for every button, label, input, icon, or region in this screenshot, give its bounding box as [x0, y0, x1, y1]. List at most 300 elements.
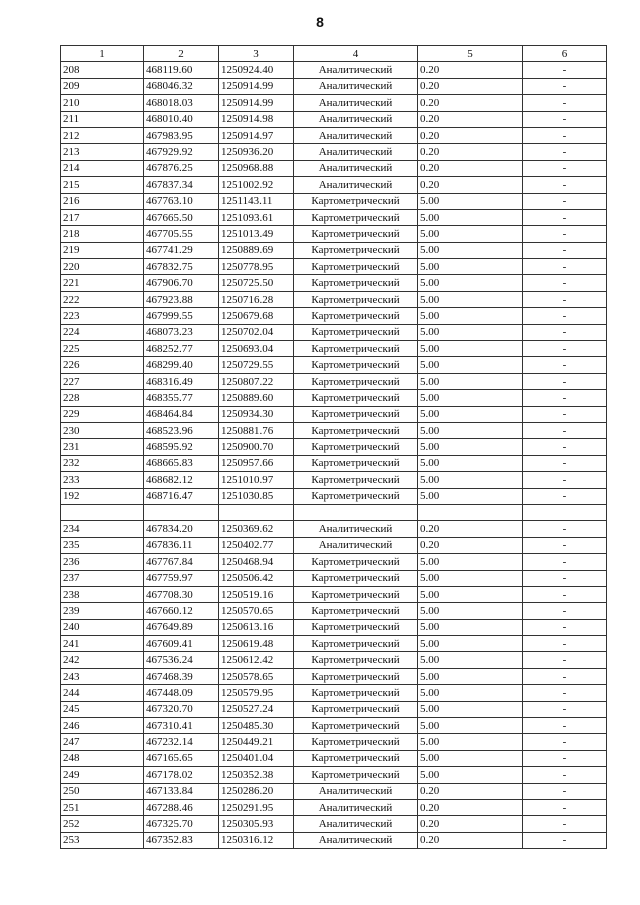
- determination-method-cell: Картометрический: [294, 275, 418, 291]
- point-number-cell: 244: [61, 685, 144, 701]
- y-coordinate-cell: 1251013.49: [219, 226, 294, 242]
- determination-method-cell: Картометрический: [294, 291, 418, 307]
- x-coordinate-cell: 468316.49: [144, 373, 219, 389]
- point-number-cell: 216: [61, 193, 144, 209]
- determination-method-cell: Картометрический: [294, 209, 418, 225]
- table-row: [61, 832, 607, 848]
- y-coordinate-cell: 1250286.20: [219, 783, 294, 799]
- table-row: [61, 488, 607, 504]
- note-cell: -: [523, 373, 607, 389]
- determination-method-cell: [294, 504, 418, 520]
- column-header: 6: [523, 46, 607, 62]
- note-cell: -: [523, 291, 607, 307]
- determination-method-cell: Картометрический: [294, 636, 418, 652]
- accuracy-cell: 5.00: [418, 242, 523, 258]
- note-cell: -: [523, 78, 607, 94]
- y-coordinate-cell: 1250506.42: [219, 570, 294, 586]
- determination-method-cell: Картометрический: [294, 734, 418, 750]
- y-coordinate-cell: [219, 504, 294, 520]
- table-row: [61, 570, 607, 586]
- table-body: [61, 62, 607, 849]
- accuracy-cell: 5.00: [418, 390, 523, 406]
- note-cell: [523, 504, 607, 520]
- determination-method-cell: Аналитический: [294, 78, 418, 94]
- note-cell: -: [523, 111, 607, 127]
- determination-method-cell: Аналитический: [294, 111, 418, 127]
- determination-method-cell: Картометрический: [294, 603, 418, 619]
- y-coordinate-cell: 1250352.38: [219, 767, 294, 783]
- x-coordinate-cell: 467929.92: [144, 144, 219, 160]
- table-row: [61, 390, 607, 406]
- determination-method-cell: Аналитический: [294, 537, 418, 553]
- y-coordinate-cell: 1251093.61: [219, 209, 294, 225]
- point-number-cell: 222: [61, 291, 144, 307]
- point-number-cell: 220: [61, 259, 144, 275]
- determination-method-cell: Аналитический: [294, 95, 418, 111]
- x-coordinate-cell: 467763.10: [144, 193, 219, 209]
- point-number-cell: 235: [61, 537, 144, 553]
- table-row: [61, 62, 607, 78]
- determination-method-cell: Картометрический: [294, 373, 418, 389]
- accuracy-cell: 5.00: [418, 767, 523, 783]
- table-row: [61, 816, 607, 832]
- y-coordinate-cell: 1250914.98: [219, 111, 294, 127]
- determination-method-cell: Картометрический: [294, 570, 418, 586]
- note-cell: -: [523, 242, 607, 258]
- accuracy-cell: 0.20: [418, 783, 523, 799]
- determination-method-cell: Картометрический: [294, 668, 418, 684]
- note-cell: -: [523, 816, 607, 832]
- table-row: [61, 783, 607, 799]
- column-header: 5: [418, 46, 523, 62]
- x-coordinate-cell: 467837.34: [144, 177, 219, 193]
- column-header: 1: [61, 46, 144, 62]
- x-coordinate-cell: 467923.88: [144, 291, 219, 307]
- note-cell: -: [523, 750, 607, 766]
- accuracy-cell: 0.20: [418, 816, 523, 832]
- table-header-row: [61, 46, 607, 62]
- determination-method-cell: Аналитический: [294, 160, 418, 176]
- table-row: [61, 767, 607, 783]
- point-number-cell: 245: [61, 701, 144, 717]
- point-number-cell: 228: [61, 390, 144, 406]
- table-row: [61, 357, 607, 373]
- point-number-cell: 234: [61, 521, 144, 537]
- y-coordinate-cell: 1250889.69: [219, 242, 294, 258]
- y-coordinate-cell: 1250914.99: [219, 95, 294, 111]
- table-row: [61, 226, 607, 242]
- page-number: 8: [316, 14, 324, 30]
- x-coordinate-cell: 468716.47: [144, 488, 219, 504]
- note-cell: -: [523, 341, 607, 357]
- y-coordinate-cell: 1250449.21: [219, 734, 294, 750]
- x-coordinate-cell: 467836.11: [144, 537, 219, 553]
- point-number-cell: 237: [61, 570, 144, 586]
- x-coordinate-cell: 467665.50: [144, 209, 219, 225]
- note-cell: -: [523, 537, 607, 553]
- table-row: [61, 472, 607, 488]
- point-number-cell: 252: [61, 816, 144, 832]
- note-cell: -: [523, 455, 607, 471]
- accuracy-cell: 5.00: [418, 734, 523, 750]
- y-coordinate-cell: 1250957.66: [219, 455, 294, 471]
- y-coordinate-cell: 1250369.62: [219, 521, 294, 537]
- table-row: [61, 652, 607, 668]
- x-coordinate-cell: 467741.29: [144, 242, 219, 258]
- table-row: [61, 291, 607, 307]
- y-coordinate-cell: 1250936.20: [219, 144, 294, 160]
- table-row: [61, 127, 607, 143]
- x-coordinate-cell: [144, 504, 219, 520]
- y-coordinate-cell: 1251143.11: [219, 193, 294, 209]
- x-coordinate-cell: 468595.92: [144, 439, 219, 455]
- table-row: [61, 341, 607, 357]
- table-row: [61, 111, 607, 127]
- accuracy-cell: 5.00: [418, 750, 523, 766]
- x-coordinate-cell: 468464.84: [144, 406, 219, 422]
- y-coordinate-cell: 1250401.04: [219, 750, 294, 766]
- determination-method-cell: Аналитический: [294, 783, 418, 799]
- determination-method-cell: Картометрический: [294, 701, 418, 717]
- point-number-cell: 224: [61, 324, 144, 340]
- x-coordinate-cell: 467767.84: [144, 554, 219, 570]
- determination-method-cell: Аналитический: [294, 832, 418, 848]
- x-coordinate-cell: 468523.96: [144, 422, 219, 438]
- accuracy-cell: 5.00: [418, 570, 523, 586]
- determination-method-cell: Картометрический: [294, 324, 418, 340]
- x-coordinate-cell: 468252.77: [144, 341, 219, 357]
- determination-method-cell: Картометрический: [294, 242, 418, 258]
- x-coordinate-cell: 467983.95: [144, 127, 219, 143]
- x-coordinate-cell: 468010.40: [144, 111, 219, 127]
- accuracy-cell: 0.20: [418, 177, 523, 193]
- note-cell: -: [523, 685, 607, 701]
- y-coordinate-cell: 1251030.85: [219, 488, 294, 504]
- note-cell: -: [523, 160, 607, 176]
- y-coordinate-cell: 1250402.77: [219, 537, 294, 553]
- determination-method-cell: Аналитический: [294, 62, 418, 78]
- accuracy-cell: 5.00: [418, 455, 523, 471]
- coordinates-table: [60, 45, 607, 849]
- x-coordinate-cell: 468665.83: [144, 455, 219, 471]
- x-coordinate-cell: 467448.09: [144, 685, 219, 701]
- column-header: 2: [144, 46, 219, 62]
- note-cell: -: [523, 586, 607, 602]
- y-coordinate-cell: 1250914.99: [219, 78, 294, 94]
- x-coordinate-cell: 467832.75: [144, 259, 219, 275]
- table-row: [61, 95, 607, 111]
- point-number-cell: 249: [61, 767, 144, 783]
- table-row: [61, 209, 607, 225]
- determination-method-cell: Картометрический: [294, 193, 418, 209]
- point-number-cell: 232: [61, 455, 144, 471]
- y-coordinate-cell: 1250679.68: [219, 308, 294, 324]
- accuracy-cell: 0.20: [418, 521, 523, 537]
- table-row: [61, 455, 607, 471]
- table-row: [61, 521, 607, 537]
- note-cell: -: [523, 832, 607, 848]
- y-coordinate-cell: 1250519.16: [219, 586, 294, 602]
- point-number-cell: 231: [61, 439, 144, 455]
- determination-method-cell: Картометрический: [294, 308, 418, 324]
- accuracy-cell: 5.00: [418, 439, 523, 455]
- x-coordinate-cell: 467660.12: [144, 603, 219, 619]
- y-coordinate-cell: 1250968.88: [219, 160, 294, 176]
- determination-method-cell: Аналитический: [294, 177, 418, 193]
- note-cell: -: [523, 718, 607, 734]
- y-coordinate-cell: 1250716.28: [219, 291, 294, 307]
- x-coordinate-cell: 467133.84: [144, 783, 219, 799]
- accuracy-cell: 0.20: [418, 832, 523, 848]
- table-row: [61, 275, 607, 291]
- point-number-cell: 248: [61, 750, 144, 766]
- y-coordinate-cell: 1250613.16: [219, 619, 294, 635]
- y-coordinate-cell: 1250807.22: [219, 373, 294, 389]
- accuracy-cell: 0.20: [418, 537, 523, 553]
- determination-method-cell: Аналитический: [294, 144, 418, 160]
- accuracy-cell: 5.00: [418, 685, 523, 701]
- accuracy-cell: 5.00: [418, 193, 523, 209]
- y-coordinate-cell: 1250619.48: [219, 636, 294, 652]
- table-row: [61, 373, 607, 389]
- accuracy-cell: 5.00: [418, 636, 523, 652]
- table-row: [61, 586, 607, 602]
- y-coordinate-cell: 1250316.12: [219, 832, 294, 848]
- y-coordinate-cell: 1250924.40: [219, 62, 294, 78]
- table-row: [61, 177, 607, 193]
- determination-method-cell: Картометрический: [294, 767, 418, 783]
- x-coordinate-cell: 467876.25: [144, 160, 219, 176]
- point-number-cell: 215: [61, 177, 144, 193]
- y-coordinate-cell: 1250934.30: [219, 406, 294, 422]
- note-cell: -: [523, 603, 607, 619]
- note-cell: -: [523, 521, 607, 537]
- point-number-cell: 251: [61, 799, 144, 815]
- point-number-cell: 236: [61, 554, 144, 570]
- accuracy-cell: 5.00: [418, 357, 523, 373]
- x-coordinate-cell: 468046.32: [144, 78, 219, 94]
- point-number-cell: 247: [61, 734, 144, 750]
- y-coordinate-cell: 1250485.30: [219, 718, 294, 734]
- table-row: [61, 554, 607, 570]
- note-cell: -: [523, 177, 607, 193]
- y-coordinate-cell: 1250578.65: [219, 668, 294, 684]
- y-coordinate-cell: 1251002.92: [219, 177, 294, 193]
- accuracy-cell: 0.20: [418, 127, 523, 143]
- note-cell: -: [523, 324, 607, 340]
- x-coordinate-cell: 468018.03: [144, 95, 219, 111]
- point-number-cell: 223: [61, 308, 144, 324]
- point-number-cell: 241: [61, 636, 144, 652]
- table-row: [61, 537, 607, 553]
- point-number-cell: 214: [61, 160, 144, 176]
- x-coordinate-cell: 467759.97: [144, 570, 219, 586]
- x-coordinate-cell: 468355.77: [144, 390, 219, 406]
- table-row: [61, 308, 607, 324]
- accuracy-cell: 5.00: [418, 472, 523, 488]
- note-cell: -: [523, 636, 607, 652]
- table-row: [61, 603, 607, 619]
- note-cell: -: [523, 62, 607, 78]
- note-cell: -: [523, 127, 607, 143]
- x-coordinate-cell: 468073.23: [144, 324, 219, 340]
- y-coordinate-cell: 1250305.93: [219, 816, 294, 832]
- point-number-cell: 240: [61, 619, 144, 635]
- accuracy-cell: 5.00: [418, 422, 523, 438]
- point-number-cell: 242: [61, 652, 144, 668]
- accuracy-cell: 0.20: [418, 62, 523, 78]
- point-number-cell: 229: [61, 406, 144, 422]
- y-coordinate-cell: 1250778.95: [219, 259, 294, 275]
- accuracy-cell: 5.00: [418, 406, 523, 422]
- point-number-cell: [61, 504, 144, 520]
- x-coordinate-cell: 467468.39: [144, 668, 219, 684]
- x-coordinate-cell: 467906.70: [144, 275, 219, 291]
- x-coordinate-cell: 467352.83: [144, 832, 219, 848]
- column-header: 3: [219, 46, 294, 62]
- determination-method-cell: Картометрический: [294, 472, 418, 488]
- point-number-cell: 233: [61, 472, 144, 488]
- note-cell: -: [523, 275, 607, 291]
- note-cell: -: [523, 95, 607, 111]
- point-number-cell: 226: [61, 357, 144, 373]
- x-coordinate-cell: 467232.14: [144, 734, 219, 750]
- determination-method-cell: Картометрический: [294, 586, 418, 602]
- accuracy-cell: 5.00: [418, 209, 523, 225]
- x-coordinate-cell: 467609.41: [144, 636, 219, 652]
- column-header: 4: [294, 46, 418, 62]
- note-cell: -: [523, 799, 607, 815]
- x-coordinate-cell: 467705.55: [144, 226, 219, 242]
- determination-method-cell: Картометрический: [294, 341, 418, 357]
- note-cell: -: [523, 308, 607, 324]
- note-cell: -: [523, 259, 607, 275]
- accuracy-cell: 5.00: [418, 652, 523, 668]
- point-number-cell: 218: [61, 226, 144, 242]
- determination-method-cell: Аналитический: [294, 127, 418, 143]
- table-row: [61, 439, 607, 455]
- accuracy-cell: 5.00: [418, 554, 523, 570]
- determination-method-cell: Картометрический: [294, 718, 418, 734]
- note-cell: -: [523, 144, 607, 160]
- point-number-cell: 225: [61, 341, 144, 357]
- table-row: [61, 718, 607, 734]
- y-coordinate-cell: 1250889.60: [219, 390, 294, 406]
- table-row: [61, 750, 607, 766]
- accuracy-cell: 5.00: [418, 275, 523, 291]
- table-row: [61, 734, 607, 750]
- y-coordinate-cell: 1250579.95: [219, 685, 294, 701]
- y-coordinate-cell: 1250693.04: [219, 341, 294, 357]
- note-cell: -: [523, 668, 607, 684]
- accuracy-cell: [418, 504, 523, 520]
- accuracy-cell: 5.00: [418, 308, 523, 324]
- table-row: [61, 78, 607, 94]
- accuracy-cell: 0.20: [418, 144, 523, 160]
- table-row: [61, 504, 607, 520]
- x-coordinate-cell: 467178.02: [144, 767, 219, 783]
- note-cell: -: [523, 701, 607, 717]
- determination-method-cell: Картометрический: [294, 390, 418, 406]
- accuracy-cell: 0.20: [418, 799, 523, 815]
- point-number-cell: 209: [61, 78, 144, 94]
- determination-method-cell: Картометрический: [294, 554, 418, 570]
- table-row: [61, 324, 607, 340]
- accuracy-cell: 5.00: [418, 324, 523, 340]
- y-coordinate-cell: 1250527.24: [219, 701, 294, 717]
- x-coordinate-cell: 468682.12: [144, 472, 219, 488]
- y-coordinate-cell: 1250570.65: [219, 603, 294, 619]
- x-coordinate-cell: 467649.89: [144, 619, 219, 635]
- x-coordinate-cell: 468299.40: [144, 357, 219, 373]
- note-cell: -: [523, 619, 607, 635]
- accuracy-cell: 5.00: [418, 291, 523, 307]
- point-number-cell: 250: [61, 783, 144, 799]
- point-number-cell: 230: [61, 422, 144, 438]
- point-number-cell: 213: [61, 144, 144, 160]
- point-number-cell: 221: [61, 275, 144, 291]
- note-cell: -: [523, 472, 607, 488]
- table-row: [61, 701, 607, 717]
- table-row: [61, 422, 607, 438]
- y-coordinate-cell: 1250900.70: [219, 439, 294, 455]
- y-coordinate-cell: 1250468.94: [219, 554, 294, 570]
- accuracy-cell: 0.20: [418, 160, 523, 176]
- determination-method-cell: Аналитический: [294, 521, 418, 537]
- y-coordinate-cell: 1250729.55: [219, 357, 294, 373]
- x-coordinate-cell: 467536.24: [144, 652, 219, 668]
- table-row: [61, 160, 607, 176]
- accuracy-cell: 0.20: [418, 95, 523, 111]
- note-cell: -: [523, 357, 607, 373]
- note-cell: -: [523, 734, 607, 750]
- note-cell: -: [523, 652, 607, 668]
- point-number-cell: 219: [61, 242, 144, 258]
- accuracy-cell: 5.00: [418, 586, 523, 602]
- point-number-cell: 246: [61, 718, 144, 734]
- table-row: [61, 799, 607, 815]
- determination-method-cell: Картометрический: [294, 439, 418, 455]
- x-coordinate-cell: 467834.20: [144, 521, 219, 537]
- x-coordinate-cell: 467325.70: [144, 816, 219, 832]
- y-coordinate-cell: 1250291.95: [219, 799, 294, 815]
- determination-method-cell: Картометрический: [294, 455, 418, 471]
- note-cell: -: [523, 406, 607, 422]
- point-number-cell: 227: [61, 373, 144, 389]
- note-cell: -: [523, 488, 607, 504]
- determination-method-cell: Картометрический: [294, 750, 418, 766]
- determination-method-cell: Картометрический: [294, 422, 418, 438]
- table-row: [61, 242, 607, 258]
- point-number-cell: 217: [61, 209, 144, 225]
- note-cell: -: [523, 767, 607, 783]
- note-cell: -: [523, 193, 607, 209]
- accuracy-cell: 5.00: [418, 373, 523, 389]
- point-number-cell: 243: [61, 668, 144, 684]
- y-coordinate-cell: 1251010.97: [219, 472, 294, 488]
- point-number-cell: 192: [61, 488, 144, 504]
- x-coordinate-cell: 467999.55: [144, 308, 219, 324]
- x-coordinate-cell: 468119.60: [144, 62, 219, 78]
- determination-method-cell: Картометрический: [294, 685, 418, 701]
- table-row: [61, 144, 607, 160]
- accuracy-cell: 5.00: [418, 603, 523, 619]
- y-coordinate-cell: 1250914.97: [219, 127, 294, 143]
- x-coordinate-cell: 467310.41: [144, 718, 219, 734]
- determination-method-cell: Аналитический: [294, 799, 418, 815]
- table-row: [61, 685, 607, 701]
- determination-method-cell: Картометрический: [294, 357, 418, 373]
